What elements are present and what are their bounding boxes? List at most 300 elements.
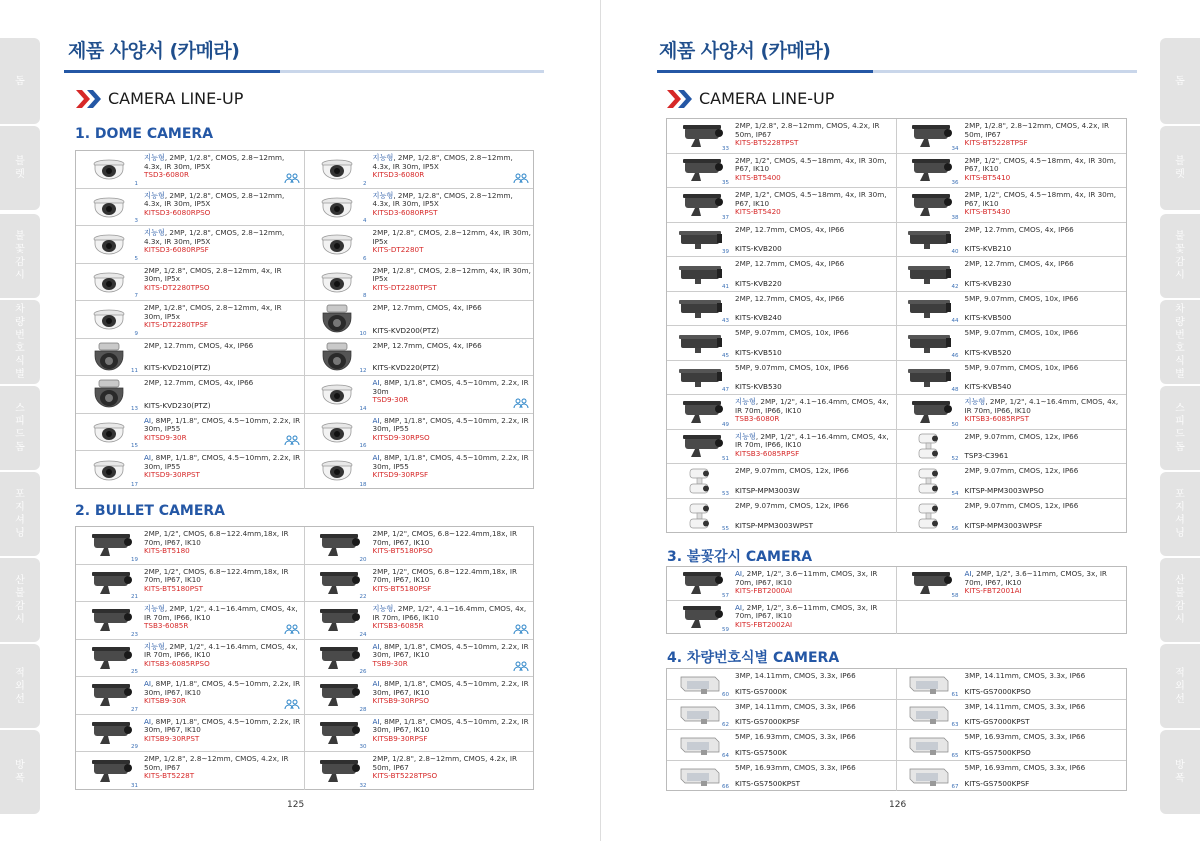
item-number: 61 [951,691,959,698]
double-chevron-icon [76,90,102,108]
item-number: 7 [134,293,138,299]
spec-text: 2MP, 1/2", CMOS, 4.5~18mm, 4x, IR 30m, P67, IK10 [964,155,1117,174]
product-cell [897,464,1127,498]
item-number: 1 [134,180,138,187]
product-image [897,395,962,429]
category-tab[interactable]: 스 피 드 돔 [1160,386,1200,470]
item-number: 38 [951,214,959,221]
bullet-camera-icon [312,532,362,558]
model-name: KITS-KVD230(PTZ) [144,400,211,410]
product-cell [667,223,897,257]
feature-keyword: AI [372,641,380,651]
model-name: KITS-BT5228TPSO [372,771,438,781]
item-number: 15 [131,443,138,449]
spec-text: 2MP, 1/2", CMOS, 4.5~18mm, 4x, IR 30m, P67, IK10 [735,155,887,174]
product-image [305,414,370,451]
product-cell [897,119,1127,153]
bullet-camera-icon [675,123,725,149]
table-row [667,361,1126,396]
product-image [897,761,962,792]
dome-camera-icon [316,269,358,295]
flame-camera-table [666,566,1127,634]
ptz-dome-icon [319,342,355,372]
product-image [897,499,962,534]
product-spec [962,154,1127,188]
product-cell [76,151,305,188]
product-image [667,395,732,429]
product-image [305,752,370,790]
spec-text: , 8MP, 1/1.8", CMOS, 4.5~10mm, 2.2x, IR 30m [372,378,529,396]
category-tab[interactable]: 산 불 감 시 [0,558,40,642]
feature-keyword: 지능형 [735,397,756,406]
spec-text: 2MP, 12.7mm, CMOS, 4x, IP66 [372,303,482,312]
product-spec [732,499,896,534]
feature-keyword: 지능형 [372,153,394,162]
model-name: KITSB3-6085R [372,621,424,631]
bullet-camera-icon [84,682,134,708]
box-bullet-icon [904,228,954,250]
product-image [305,301,370,338]
product-spec [370,376,534,413]
product-spec [962,464,1127,498]
bullet-camera-icon [312,607,362,633]
product-spec [370,715,534,752]
model-name: KITS-KVD200(PTZ) [372,325,440,335]
ptz-bullet-icon [913,431,945,461]
product-image [305,602,370,639]
table-row [667,499,1126,534]
model-name: TSD9-30R [372,395,409,405]
product-cell [897,430,1127,464]
product-cell [76,640,305,677]
model-name: KITS-KVB520 [964,347,1012,357]
product-image [76,226,141,263]
item-number: 65 [951,752,959,759]
product-cell [897,361,1127,395]
page-title: 제품 사양서 (카메라) [659,40,831,62]
item-number: 63 [951,722,959,728]
model-name: KITS-GS7000KPSO [964,686,1031,696]
model-name: KITS-FBT2001AI [964,586,1022,596]
model-name: KITS-BT5420 [735,207,781,217]
product-image [897,223,962,257]
category-tab[interactable]: 블 렛 [0,126,40,210]
title-underline [657,70,1137,73]
item-number: 18 [359,481,367,488]
item-number: 55 [722,526,729,532]
section-flame-heading: 3. 불꽃감시 CAMERA [667,549,813,565]
item-number: 25 [131,669,138,675]
product-spec [141,264,304,301]
table-row [667,430,1126,465]
feature-keyword: AI [735,602,743,612]
item-number: 45 [722,352,729,359]
lpr-camera-icon [677,734,723,756]
product-spec [732,223,896,257]
product-image [76,752,141,790]
product-image [667,464,732,498]
item-number: 35 [722,180,729,186]
product-image [897,326,962,360]
table-row [667,395,1126,430]
bullet-camera-icon [312,570,362,596]
item-number: 23 [131,631,138,638]
model-name: KITS-FBT2000AI [735,586,793,596]
model-name: KITS-BT5228TPSF [964,138,1028,148]
model-name: KITS-DT2280TPST [372,282,437,292]
product-spec [141,189,304,226]
product-image [76,451,141,489]
bullet-camera-icon [312,720,362,746]
ptz-dome-icon [91,342,127,372]
item-number: 17 [131,481,138,488]
category-tab[interactable]: 방 폭 [0,730,40,814]
product-image [667,326,732,360]
product-spec [141,527,304,564]
table-row [76,752,533,790]
item-number: 54 [951,490,959,497]
product-image [76,677,141,714]
item-number: 9 [134,330,138,337]
bullet-camera-icon [84,607,134,633]
product-spec [370,264,534,301]
dome-camera-icon [88,269,130,295]
model-name: KITS-GS7500K [735,747,787,757]
model-name: KITSP-MPM3003WPST [735,521,813,531]
product-cell [76,339,305,376]
product-cell [667,730,897,760]
dome-camera-icon [316,457,358,483]
product-cell [76,226,305,263]
product-image [305,226,370,263]
product-spec [962,700,1127,730]
item-number: 24 [359,631,367,638]
product-spec [962,669,1127,699]
item-number: 28 [359,706,367,713]
spec-text: , 2MP, 1/2", 4.1~16.4mm, CMOS, 4x, IR 70m, IP66, IK10 [964,397,1119,415]
product-image [667,430,732,464]
product-spec [962,223,1127,257]
product-cell [305,339,534,376]
spec-text: 2MP, 9.07mm, CMOS, 12x, IP66 [735,466,849,475]
table-row [76,339,533,377]
product-image [305,189,370,226]
product-cell [667,430,897,464]
product-image [667,601,732,635]
item-number: 27 [131,706,138,713]
product-spec [370,527,534,564]
bullet-camera-icon [312,758,362,784]
product-image [667,292,732,326]
dome-camera-icon [88,419,130,445]
spec-text: 2MP, 12.7mm, CMOS, 4x, IP66 [964,224,1074,234]
feature-keyword: 지능형 [372,604,394,613]
product-spec [962,730,1127,760]
product-cell [305,451,534,489]
spec-text: , 8MP, 1/1.8", CMOS, 4.5~10mm, 2.2x, IR 30m, IP55 [372,415,529,434]
model-name: KITS-GS7500KPST [735,779,801,789]
model-name: KITSD9-30RPSO [372,432,430,442]
category-tab[interactable]: 차 량 번 호 식 별 [1160,300,1200,384]
bullet-camera-icon [904,157,954,183]
lpr-camera-icon [906,673,952,695]
category-tab[interactable]: 불 꽃 감 시 [0,214,40,298]
ptz-dome-icon [319,304,355,334]
item-number: 51 [722,456,729,462]
product-cell [76,677,305,714]
table-row [76,226,533,264]
bullet-camera-icon [904,399,954,425]
product-cell [897,567,1127,600]
box-bullet-icon [904,263,954,285]
feature-keyword: 지능형 [964,397,986,406]
product-spec [141,715,304,752]
product-image [305,376,370,413]
spec-text: 2MP, 1/2.8", CMOS, 2.8~12mm, 4x, IR 30m, IP5x [372,265,531,284]
category-tab[interactable]: 차 량 번 호 식 별 [0,300,40,384]
table-row [76,677,533,715]
box-bullet-icon [904,332,954,354]
spec-text: 2MP, 12.7mm, CMOS, 4x, IP66 [735,259,845,268]
product-cell [667,257,897,291]
product-image [667,669,732,699]
item-number: 32 [359,782,367,789]
product-cell [305,752,534,790]
item-number: 12 [359,368,367,374]
product-cell [76,527,305,564]
feature-keyword: AI [372,679,380,688]
lpr-camera-icon [906,734,952,756]
spec-text: 2MP, 1/2.8", 2.8~12mm, CMOS, 4.2x, IR 50m, IP67 [144,754,289,772]
product-cell [76,715,305,752]
item-number: 47 [722,387,729,393]
product-spec [732,761,896,792]
product-cell [667,567,897,600]
product-image [76,602,141,639]
model-name: TSB3-6085R [144,621,189,631]
model-name: KITS-BT5180PST [144,583,204,593]
bullet-camera-icon [84,758,134,784]
product-spec [962,361,1127,395]
ptz-bullet-icon [684,501,716,531]
item-number: 59 [722,627,729,633]
model-name: KITS-GS7000KPST [964,717,1030,727]
product-image [76,301,141,338]
model-name: KITSB9-30RPST [144,733,200,743]
product-spec [141,301,304,338]
model-name: KITS-FBT2002AI [735,619,793,629]
box-bullet-icon [904,366,954,388]
model-name: KITSP-MPM3003WPSF [964,521,1043,531]
product-image [897,292,962,326]
product-spec [962,761,1127,792]
spec-text: 3MP, 14.11mm, CMOS, 3.3x, IP66 [964,671,1086,680]
product-cell [305,264,534,301]
category-tab[interactable]: 불 꽃 감 시 [1160,214,1200,298]
model-name: TSB3-6080R [735,414,780,424]
item-number: 64 [722,752,729,759]
product-spec [141,151,304,188]
spec-text: , 2MP, 1/2.8", CMOS, 2.8~12mm, 4.3x, IR 30m, IP5X [372,190,513,209]
product-cell [305,414,534,451]
table-row [76,527,533,565]
product-spec [732,430,896,464]
product-cell [667,292,897,326]
lineup-label: CAMERA LINE-UP [108,89,244,108]
item-number: 20 [359,556,367,563]
model-name: KITS-BT5180PSF [372,583,432,593]
product-cell [305,677,534,714]
product-spec [962,395,1127,429]
product-cell [667,601,897,635]
feature-keyword: AI [372,415,380,425]
spec-text: , 8MP, 1/1.8", CMOS, 4.5~10mm, 2.2x, IR 30m, IP55 [144,453,301,471]
table-row [76,565,533,603]
lpr-camera-icon [677,703,723,725]
item-number: 50 [951,421,959,428]
category-tab[interactable]: 돔 [1160,38,1200,124]
table-row [667,223,1126,258]
category-tab[interactable]: 적 외 선 [1160,644,1200,728]
spec-text: 5MP, 16.93mm, CMOS, 3.3x, IP66 [964,732,1086,741]
item-number: 13 [131,405,138,412]
spec-text: , 2MP, 1/2.8", CMOS, 2.8~12mm, 4.3x, IR 30m, IP5X [144,228,285,246]
product-image [897,567,962,600]
product-cell [897,257,1127,291]
bullet-camera-icon [904,192,954,218]
model-name: KITSB3-6085RPSF [735,448,800,458]
item-number: 5 [134,255,138,262]
product-spec [370,565,534,602]
item-number: 30 [359,744,367,750]
product-image [897,257,962,291]
item-number: 41 [722,283,729,290]
model-name: KITSD3-6080R [372,170,425,180]
product-spec [732,567,896,600]
bullet-camera-icon [84,570,134,596]
product-image [897,154,962,188]
category-tab[interactable]: 적 외 선 [0,644,40,728]
category-tab[interactable]: 포 지 셔 닝 [1160,472,1200,556]
product-image [667,761,732,792]
item-number: 39 [722,249,729,255]
bullet-camera-icon [675,433,725,459]
product-spec [962,292,1127,326]
spec-text: 2MP, 12.7mm, CMOS, 4x, IP66 [372,340,482,350]
product-cell [667,395,897,429]
category-tab[interactable]: 돔 [0,38,40,124]
category-tab[interactable]: 스 피 드 돔 [0,386,40,470]
table-row [667,119,1126,154]
lpr-camera-icon [906,703,952,725]
dome-camera-icon [88,194,130,220]
item-number: 40 [951,249,959,255]
item-number: 14 [359,405,367,412]
feature-keyword: AI [372,453,380,462]
page-number: 125 [287,800,305,810]
product-image [305,565,370,602]
table-row [76,451,533,489]
product-cell [897,499,1127,534]
spec-text: , 8MP, 1/1.8", CMOS, 4.5~10mm, 2.2x, IR 30m, IP55 [144,415,301,434]
product-cell [76,752,305,790]
model-name: KITS-BT5180 [144,546,190,556]
product-cell [305,301,534,338]
product-cell [305,565,534,602]
model-name: KITS-DT2280TPSO [144,282,210,292]
spec-text: 5MP, 9.07mm, CMOS, 10x, IP66 [735,362,849,372]
product-image [305,715,370,752]
table-row [76,414,533,452]
spec-text: , 2MP, 1/2.8", CMOS, 2.8~12mm, 4.3x, IR 30m, IP5X [144,190,285,209]
product-image [897,430,962,464]
table-row [667,700,1126,731]
ptz-bullet-icon [684,466,716,496]
item-number: 58 [951,592,959,599]
spec-text: , 2MP, 1/2.8", CMOS, 2.8~12mm, 4.3x, IR 30m, IP5X [144,153,285,171]
product-spec [370,640,534,677]
model-name: KITS-KVB540 [964,382,1012,392]
product-spec [732,361,896,395]
product-image [667,154,732,188]
product-cell [305,527,534,564]
product-image [76,414,141,451]
spec-text: 5MP, 16.93mm, CMOS, 3.3x, IP66 [735,732,856,741]
product-spec [370,752,534,790]
product-cell [667,188,897,222]
product-spec [370,602,534,639]
spec-text: , 2MP, 1/2", 4.1~16.4mm, CMOS, 4x, IR 70m, IP66, IK10 [144,604,298,622]
bullet-camera-icon [84,532,134,558]
model-name: KITSD9-30RPSF [372,470,429,480]
model-name: KITS-DT2280TPSF [144,320,209,330]
category-tab[interactable]: 블 렛 [1160,126,1200,210]
item-number: 34 [951,145,959,152]
model-name: KITSD9-30RPST [144,470,200,480]
spec-text: , 8MP, 1/1.8", CMOS, 4.5~10mm, 2.2x, IR 30m, IP67, IK10 [144,716,301,735]
product-cell [667,499,897,534]
bullet-camera-icon [675,399,725,425]
bullet-camera-icon [904,570,954,596]
product-cell [76,565,305,602]
item-number: 2 [363,180,367,187]
item-number: 31 [131,782,138,789]
product-spec [732,326,896,360]
table-row [667,292,1126,327]
product-cell [305,376,534,413]
page-number: 126 [889,800,907,810]
item-number: 53 [722,490,729,497]
category-tab[interactable]: 방 폭 [1160,730,1200,814]
product-cell [897,730,1127,760]
product-image [667,730,732,760]
item-number: 8 [363,293,367,299]
category-tab[interactable]: 포 지 셔 닝 [0,472,40,556]
spec-text: , 2MP, 1/2.8", CMOS, 2.8~12mm, 4.3x, IR 30m, IP5X [372,153,513,171]
spec-text: , 8MP, 1/1.8", CMOS, 4.5~10mm, 2.2x, IR 30m, IP67, IK10 [372,679,529,697]
item-number: 49 [722,421,729,428]
spec-text: 3MP, 14.11mm, CMOS, 3.3x, IP66 [735,701,856,711]
product-spec [962,188,1127,222]
product-spec [141,565,304,602]
item-number: 57 [722,592,729,599]
product-cell [667,119,897,153]
feature-keyword: 지능형 [144,153,165,162]
category-tab[interactable]: 산 불 감 시 [1160,558,1200,642]
product-spec [141,414,304,451]
product-spec [732,601,896,635]
spec-text: , 8MP, 1/1.8", CMOS, 4.5~10mm, 2.2x, IR 30m, IP67, IK10 [144,679,301,697]
